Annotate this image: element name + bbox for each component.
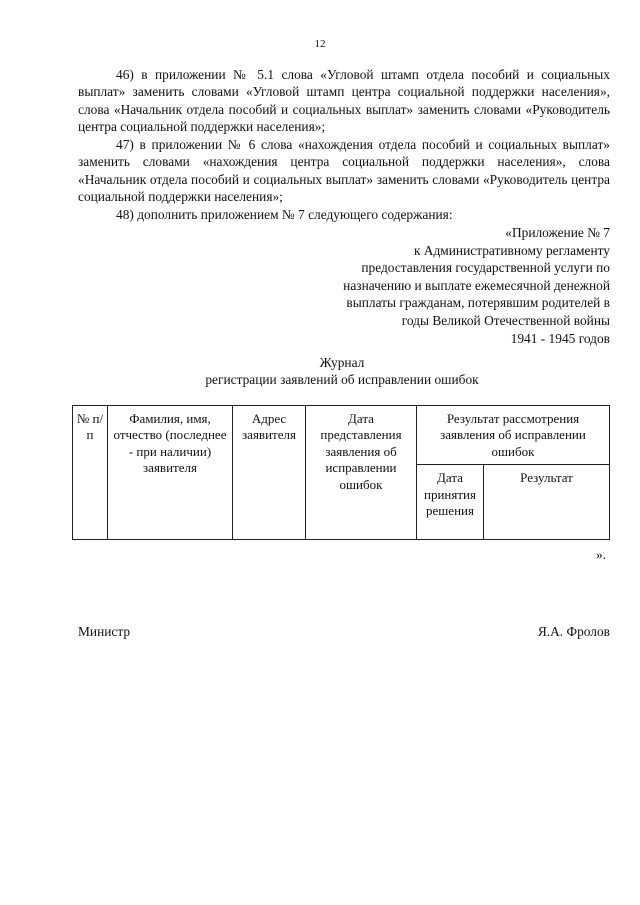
appendix-line: 1941 - 1945 годов: [510, 330, 610, 346]
header-name: Фамилия, имя, отчество (последнее - при наличии) заявителя: [108, 406, 233, 540]
header-date: Дата представления заявления об исправлении ошибок: [306, 406, 417, 540]
appendix-line: «Приложение № 7: [505, 225, 610, 240]
closing-quote: ».: [595, 547, 606, 562]
journal-table: [72, 405, 610, 540]
journal-heading: [0, 354, 640, 389]
appendix-line: к Административному регламенту: [413, 242, 610, 258]
appendix-line: предоставления государственной услуги по: [361, 260, 610, 276]
appendix-header: [290, 224, 610, 347]
header-result-group: Результат рассмотрения заявления об исправлении ошибок: [417, 406, 610, 465]
journal-subtitle: регистрации заявлений об исправлении ошибок: [205, 372, 479, 388]
header-decision-date: Дата принятия решения: [417, 465, 484, 540]
signature-name: Я.А. Фролов: [537, 624, 610, 639]
header-num: № п/п: [73, 406, 108, 540]
paragraph-47: 47) в приложении № 6 слова «нахождения отдела пособий и социальных выплат» заменить словами «нахождения центра социальной поддержки населения», слова «Начальник отдела пособий и социальных выплат» заменить словами «Руководитель центра социальной поддержки населения»;: [78, 137, 610, 205]
appendix-line: годы Великой Отечественной войны: [401, 312, 610, 328]
paragraph-48: 48) дополнить приложением № 7 следующего содержания:: [116, 207, 453, 222]
table-header-row: [73, 406, 610, 465]
signature-position: Министр: [78, 624, 131, 639]
header-address: Адрес заявителя: [233, 406, 306, 540]
appendix-line: назначению и выплате ежемесячной денежной: [343, 277, 610, 293]
paragraph-46: 46) в приложении № 5.1 слова «Угловой штамп отдела пособий и социальных выплат» заменить словами «Угловой штамп центра социальной поддержки населения», слова «Начальник отдела пособий и социальных выплат» заменить словами «Руководитель центра социальной поддержки населения»;: [78, 67, 610, 135]
header-result: Результат: [484, 465, 610, 540]
page-number: 12: [314, 38, 326, 50]
appendix-line: выплаты гражданам, потерявшим родителей в: [346, 295, 610, 311]
journal-title: Журнал: [319, 355, 365, 370]
